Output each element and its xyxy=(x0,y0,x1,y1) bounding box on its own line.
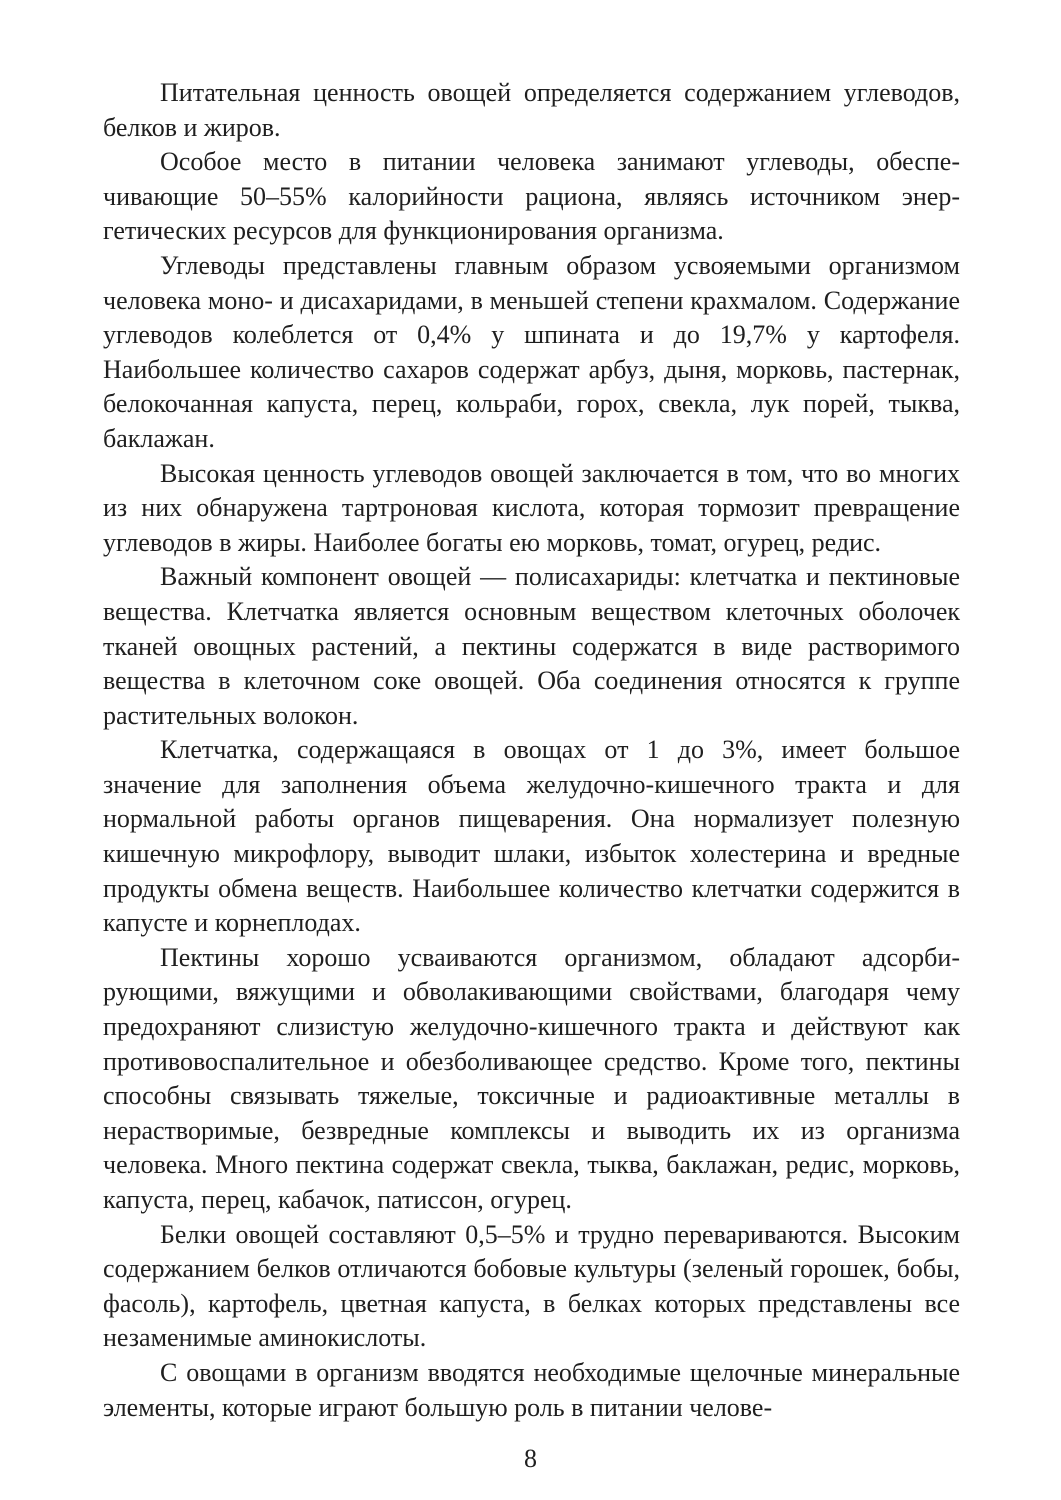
paragraph: Пектины хорошо усваиваются организмом, обладают адсорбирующими, вяжущими и обволакивающими свойствами, благодаря чему предохраняют слизистую желудочно-кишечного тракта и действуют как противовоспалительное и обезболивающее средство. Кроме того, пектины способны связывать тяжелые, токсичные и радиоактивные металлы в нерастворимые, безвредные комплексы и выводить их из организма человека. Много пектина содержат свекла, тыква, баклажан, редис, морковь, капуста, перец, кабачок, патиссон, огурец. xyxy=(103,942,960,1214)
paragraph: Важный компонент овощей — полисахариды: клетчатка и пектиновые вещества. Клетчатка является основным веществом клеточных оболочек тканей овощных растений, а пектины содержатся в виде растворимого вещества в клеточном соке овощей. Оба соединения относятся к группе растительных волокон. xyxy=(103,562,960,730)
paragraph: Углеводы представлены главным образом усвояемыми организмом человека моно- и дисахаридами, в меньшей степени крахмалом. Содержание углеводов колеблется от 0,4% у шпината и до 19,7% у картофеля. Наибольшее количество сахаров содержат арбуз, дыня, морковь, пастернак, белокочанная капуста, перец, кольраби, горох, свекла, лук порей, тыква, баклажан. xyxy=(103,250,960,453)
paragraph: Белки овощей составляют 0,5–5% и трудно перевариваются. Высоким содержанием белков отличаются бобовые культуры (зеленый горошек, бобы, фасоль), картофель, цветная капуста, в белках которых представлены все незаменимые аминокислоты. xyxy=(103,1219,960,1353)
paragraph: Питательная ценность овощей определяется содержанием углеводов, белков и жиров. xyxy=(103,78,960,142)
paragraph: С овощами в организм вводятся необходимые щелочные минеральные элементы, которые играют большую роль в питании челове- xyxy=(103,1357,960,1422)
body-text xyxy=(103,76,960,1425)
page-number: 8 xyxy=(524,1444,537,1473)
paragraph: Особое место в питании человека занимают углеводы, обеспечивающие 50–55% калорийности рациона, являясь источником энергетических ресурсов для функционирования организма. xyxy=(103,147,960,246)
paragraph: Высокая ценность углеводов овощей заключается в том, что во многих из них обнаружена тартроновая кислота, которая тормозит превращение углеводов в жиры. Наиболее богаты ею морковь, томат, огурец, редис. xyxy=(103,458,960,557)
paragraph: Клетчатка, содержащаяся в овощах от 1 до 3%, имеет большое значение для заполнения объема желудочно-кишечного тракта и для нормальной работы органов пищеварения. Она нормализует полезную кишечную микрофлору, выводит шлаки, избыток холестерина и вредные продукты обмена веществ. Наибольшее количество клетчатки содержится в капусте и корнеплодах. xyxy=(103,735,960,938)
